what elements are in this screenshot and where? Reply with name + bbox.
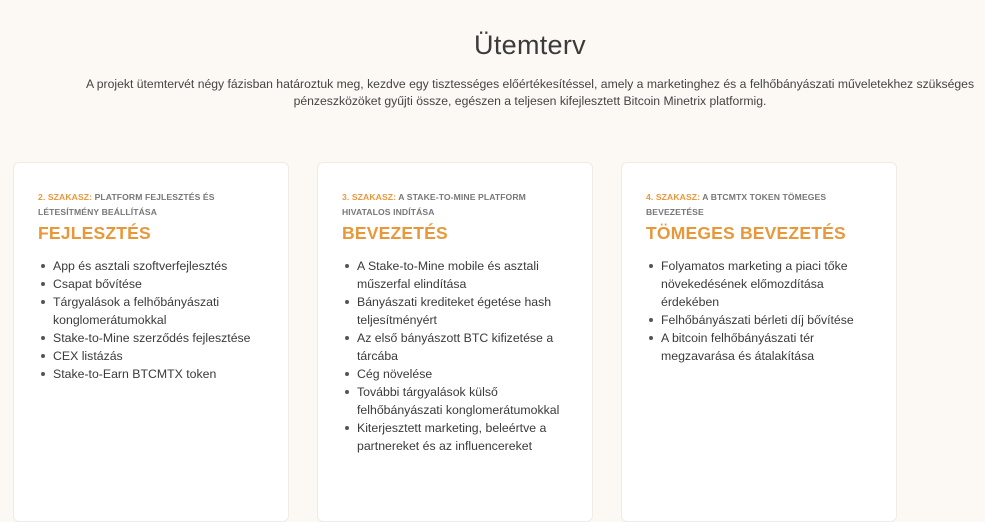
phase-number: 2. SZAKASZ: <box>38 192 93 202</box>
list-item: Felhőbányászati bérleti díj bővítése <box>661 311 874 329</box>
phase-label <box>342 190 570 220</box>
list-item: Stake-to-Earn BTCMTX token <box>53 365 266 383</box>
phase-description: A STAKE-TO-MINE PLATFORM HIVATALOS INDÍTÁSA <box>342 192 526 217</box>
list-item: Cég növelése <box>357 365 570 383</box>
intro-text: A projekt ütemtervét négy fázisban határoztuk meg, kezdve egy tisztességes előértékesítéssel, amely a marketinghez és a felhőbányászati műveletekhez szükséges pénzeszközöket gyűjti össze, egészen a teljesen kifejlesztett Bitcoin Minetrix platformig. <box>85 77 975 108</box>
phase-bullet-list <box>38 257 266 383</box>
phase-bullet-list <box>646 257 874 365</box>
phase-description: PLATFORM FEJLESZTÉS ÉS LÉTESÍTMÉNY BEÁLLÍTÁSA <box>38 192 215 217</box>
phase-heading: BEVEZETÉS <box>342 223 448 243</box>
page-title: Ütemterv <box>474 30 586 60</box>
list-item: Folyamatos marketing a piaci tőke növekedésének előmozdítása érdekében <box>661 257 874 311</box>
phase-card-development <box>13 162 289 522</box>
phase-heading: TÖMEGES BEVEZETÉS <box>646 223 846 243</box>
phase-number: 3. SZAKASZ: <box>342 192 397 202</box>
list-item: Tárgyalások a felhőbányászati konglomerátumokkal <box>53 293 266 329</box>
phase-card-launch <box>317 162 593 522</box>
list-item: App és asztali szoftverfejlesztés <box>53 257 266 275</box>
list-item: További tárgyalások külső felhőbányászati konglomerátumokkal <box>357 383 570 419</box>
phase-label <box>646 190 874 220</box>
list-item: A Stake-to-Mine mobile és asztali műszerfal elindítása <box>357 257 570 293</box>
phase-description: A BTCMTX TOKEN TÖMEGES BEVEZETÉSE <box>646 192 827 217</box>
phase-label <box>38 190 266 220</box>
list-item: Stake-to-Mine szerződés fejlesztése <box>53 329 266 347</box>
list-item: Az első bányászott BTC kifizetése a tárcába <box>357 329 570 365</box>
list-item: Kiterjesztett marketing, beleértve a partnereket és az influencereket <box>357 419 570 455</box>
list-item: Csapat bővítése <box>53 275 266 293</box>
phase-card-mass-launch <box>621 162 897 522</box>
list-item: Bányászati krediteket égetése hash teljesítményért <box>357 293 570 329</box>
phase-number: 4. SZAKASZ: <box>646 192 701 202</box>
phase-bullet-list <box>342 257 570 455</box>
phase-heading: FEJLESZTÉS <box>38 223 151 243</box>
list-item: A bitcoin felhőbányászati tér megzavarása és átalakítása <box>661 329 874 365</box>
list-item: CEX listázás <box>53 347 266 365</box>
